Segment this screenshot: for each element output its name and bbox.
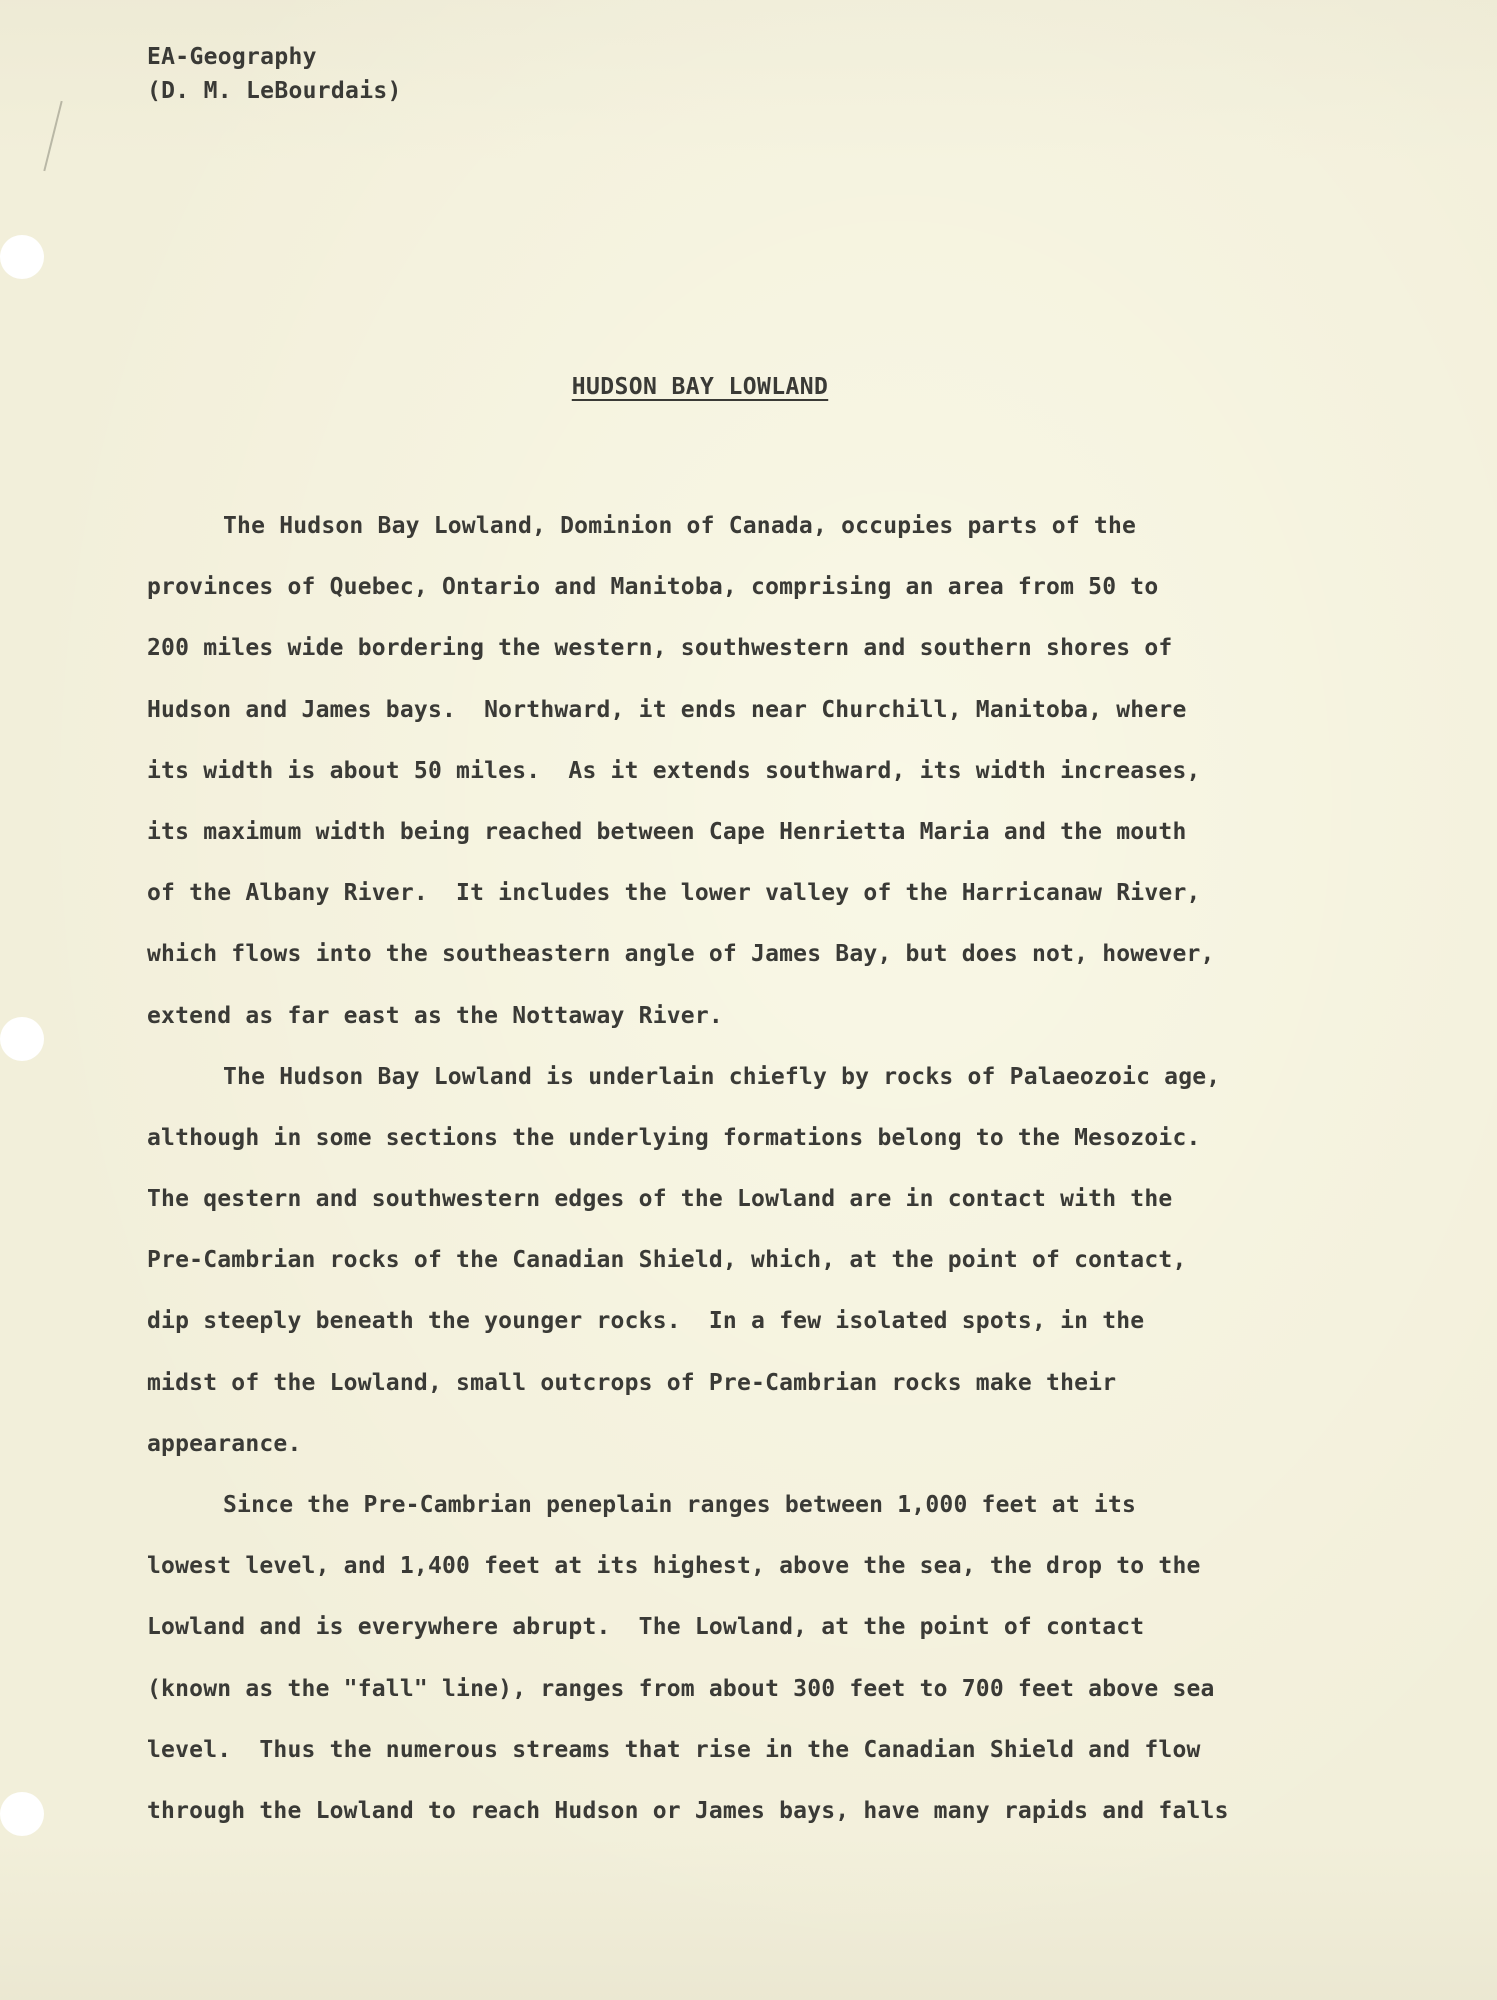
punch-hole xyxy=(0,1792,44,1836)
punch-hole xyxy=(0,1017,44,1061)
punch-hole xyxy=(0,235,44,279)
text-line: which flows into the southeastern angle of James Bay, but does not, however, xyxy=(147,941,1215,968)
header-course-line: EA-Geography xyxy=(147,44,317,70)
text-line: The qestern and southwestern edges of the Lowland are in contact with the xyxy=(147,1186,1173,1213)
text-line: (known as the "fall" line), ranges from about 300 feet to 700 feet above sea xyxy=(147,1675,1215,1702)
text-line: The Hudson Bay Lowland is underlain chiefly by rocks of Palaeozoic age, xyxy=(223,1063,1221,1090)
text-line: lowest level, and 1,400 feet at its highest, above the sea, the drop to the xyxy=(147,1553,1201,1580)
text-line: Lowland and is everywhere abrupt. The Lowland, at the point of contact xyxy=(147,1614,1145,1641)
body-text xyxy=(147,496,1337,1842)
author-header xyxy=(147,40,402,108)
text-line: through the Lowland to reach Hudson or James bays, have many rapids and falls xyxy=(147,1797,1229,1824)
header-author-line: (D. M. LeBourdais) xyxy=(147,78,402,104)
text-line: midst of the Lowland, small outcrops of Pre-Cambrian rocks make their xyxy=(147,1369,1117,1396)
document-title xyxy=(0,374,1400,400)
text-line: 200 miles wide bordering the western, southwestern and southern shores of xyxy=(147,635,1173,662)
text-line: its width is about 50 miles. As it extends southward, its width increases, xyxy=(147,757,1201,784)
text-line: Hudson and James bays. Northward, it ends near Churchill, Manitoba, where xyxy=(147,696,1187,723)
text-line: Since the Pre-Cambrian peneplain ranges between 1,000 feet at its xyxy=(223,1492,1137,1518)
text-line: of the Albany River. It includes the lower valley of the Harricanaw River, xyxy=(147,880,1201,907)
text-line: provinces of Quebec, Ontario and Manitoba, comprising an area from 50 to xyxy=(147,574,1159,601)
text-line: level. Thus the numerous streams that rise in the Canadian Shield and flow xyxy=(147,1736,1201,1763)
text-line: The Hudson Bay Lowland, Dominion of Canada, occupies parts of the xyxy=(223,513,1137,539)
text-line: extend as far east as the Nottaway River. xyxy=(147,1002,723,1029)
text-line: appearance. xyxy=(147,1430,302,1457)
text-line: its maximum width being reached between Cape Henrietta Maria and the mouth xyxy=(147,818,1187,845)
text-line: although in some sections the underlying formations belong to the Mesozoic. xyxy=(147,1124,1201,1151)
text-line: Pre-Cambrian rocks of the Canadian Shield, which, at the point of contact, xyxy=(147,1247,1187,1274)
text-line: dip steeply beneath the younger rocks. In a few isolated spots, in the xyxy=(147,1308,1145,1335)
document-title-text: HUDSON BAY LOWLAND xyxy=(571,374,829,400)
stray-pen-mark xyxy=(43,101,62,171)
